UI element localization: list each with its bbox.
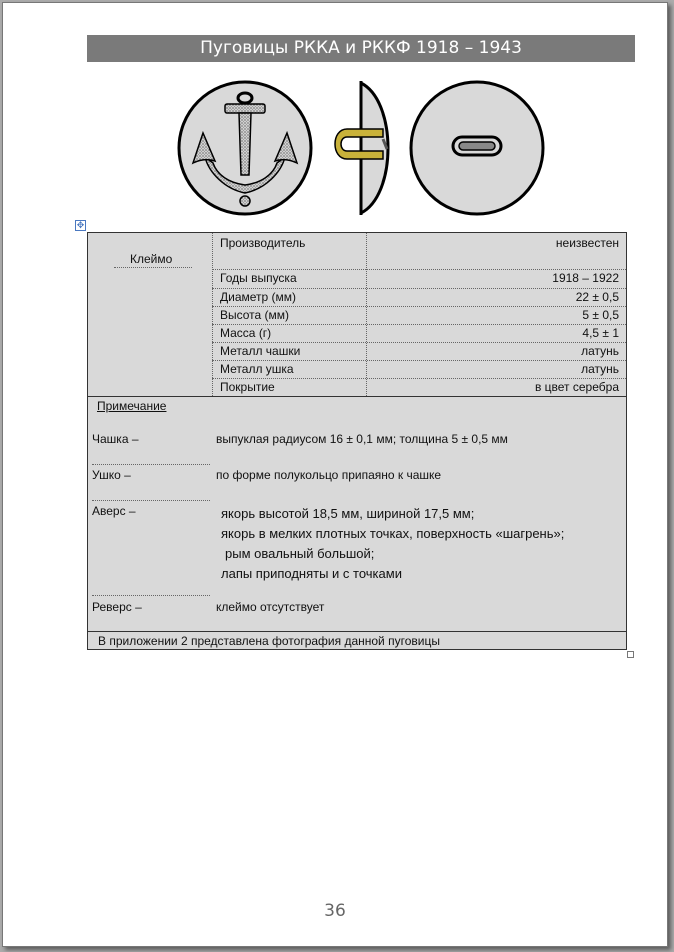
- page-number: 36: [324, 901, 346, 921]
- note-reverse-text: клеймо отсутствует: [216, 600, 325, 614]
- param-label: Высота (мм): [220, 308, 290, 322]
- param-label: Производитель: [220, 236, 306, 250]
- note-averse-line: якорь в мелких плотных точках, поверхность «шагрень»;: [221, 526, 565, 541]
- param-label: Металл чашки: [220, 344, 301, 358]
- note-cup-label: Чашка –: [92, 432, 139, 446]
- param-value: латунь: [581, 362, 619, 376]
- param-value: 5 ± 0,5: [582, 308, 619, 322]
- specification-table: [87, 232, 627, 650]
- note-averse-line: якорь высотой 18,5 мм, шириной 17,5 мм;: [221, 506, 475, 521]
- table-move-handle[interactable]: ✥: [76, 220, 85, 230]
- stamp-label: Клеймо: [130, 252, 173, 266]
- param-value: в цвет серебра: [534, 380, 619, 394]
- document-page: [2, 2, 668, 947]
- param-value: 4,5 ± 1: [582, 326, 619, 340]
- table-resize-handle[interactable]: [627, 651, 634, 658]
- note-averse-label: Аверс –: [92, 504, 136, 518]
- note-averse-line: рым овальный большой;: [225, 546, 375, 561]
- note-shank-text: по форме полукольцо припаяно к чашке: [216, 468, 442, 482]
- page-title: Пуговицы РККА и РККФ 1918 – 1943: [87, 35, 635, 62]
- photo-reference-note: В приложении 2 представлена фотография данной пуговицы: [98, 634, 440, 648]
- param-label: Диаметр (мм): [220, 290, 297, 304]
- param-label: Металл ушка: [220, 362, 294, 376]
- param-value: 22 ± 0,5: [575, 290, 619, 304]
- param-value: 1918 – 1922: [552, 271, 619, 285]
- param-value: латунь: [581, 344, 619, 358]
- button-illustrations: [175, 77, 555, 217]
- param-label: Годы выпуска: [220, 271, 297, 285]
- note-averse-line: лапы приподняты и с точками: [221, 566, 402, 581]
- param-label: Масса (г): [220, 326, 272, 340]
- param-value: неизвестен: [555, 236, 619, 250]
- note-cup-text: выпуклая радиусом 16 ± 0,1 мм; толщина 5 ± 0,5 мм: [216, 432, 508, 446]
- button-side-profile: [335, 81, 388, 215]
- note-reverse-label: Реверс –: [92, 600, 142, 614]
- note-shank-label: Ушко –: [92, 468, 131, 482]
- button-obverse: [179, 82, 311, 214]
- note-heading: Примечание: [97, 399, 167, 413]
- param-label: Покрытие: [220, 380, 275, 394]
- button-reverse: [411, 82, 543, 214]
